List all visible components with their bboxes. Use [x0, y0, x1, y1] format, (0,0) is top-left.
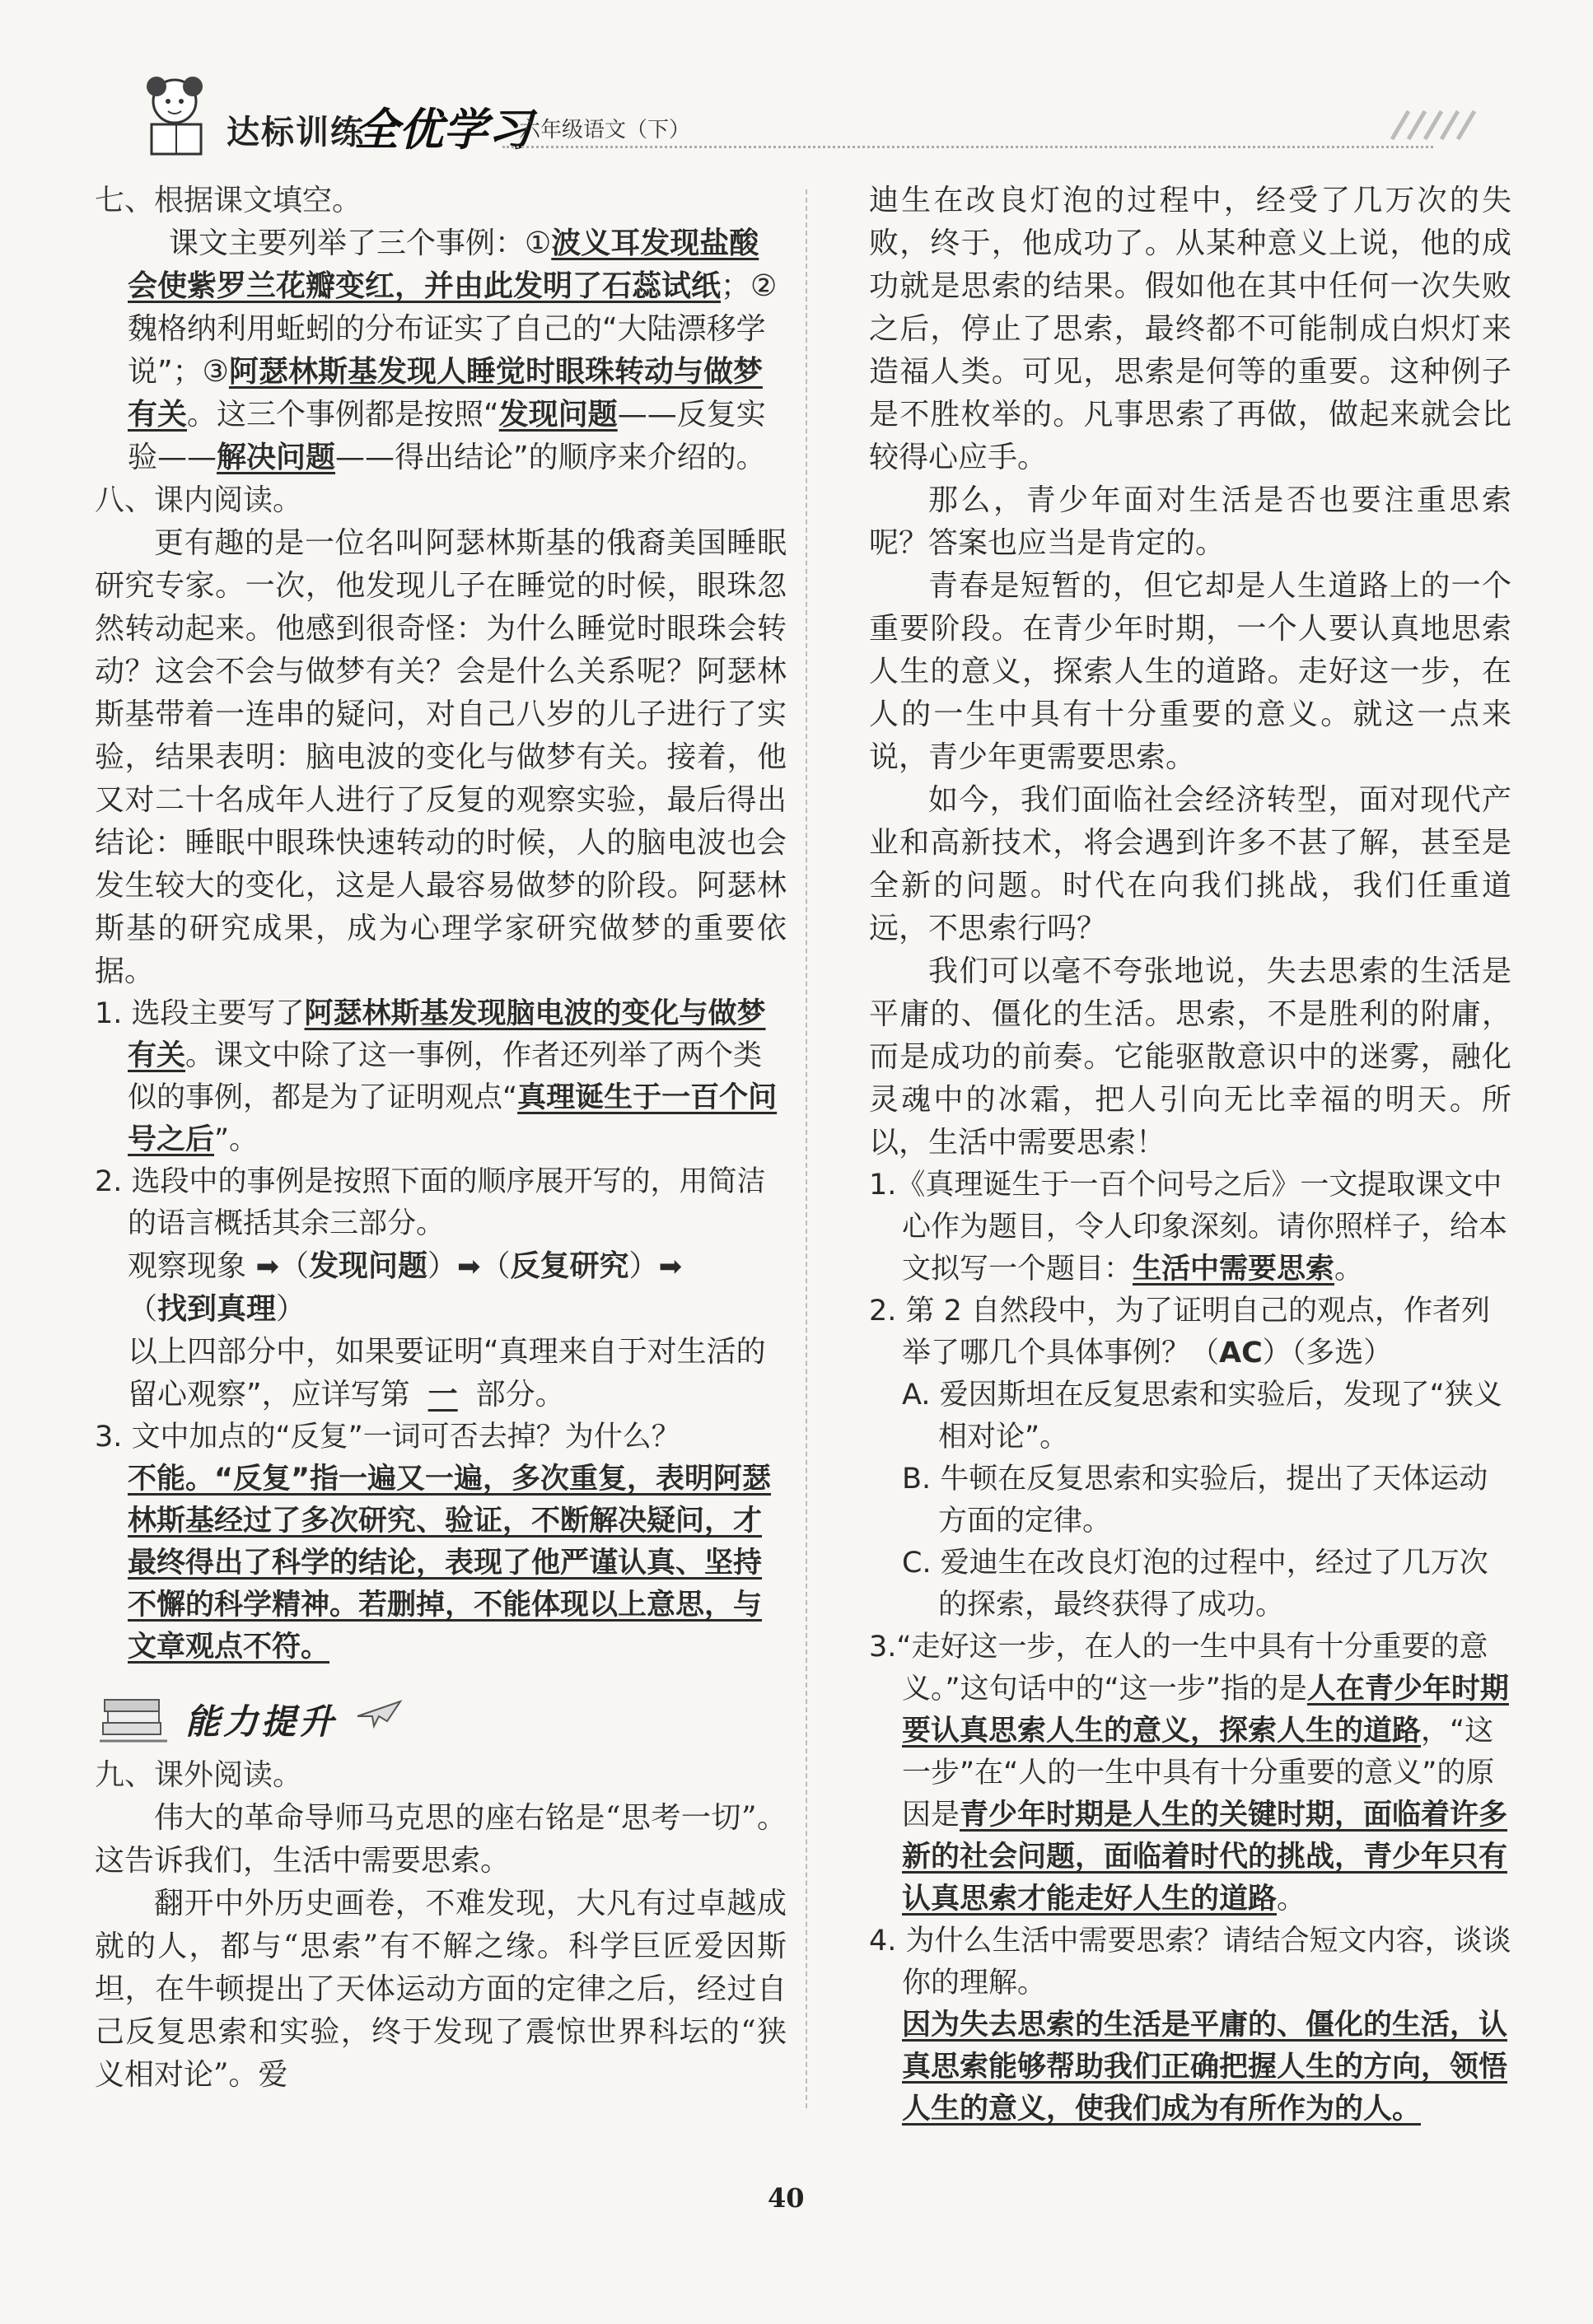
s8-q1-text-b: 。课文中除了这一事例，作者还列举了两个类似的事例，都是为了证明观点“ [128, 1039, 763, 1114]
s8-q2-tail-a: 以上四部分中，如果要证明“真理来自于对生活的留心观察”，应详写第 [128, 1335, 766, 1412]
s8-q1-answer-b: 真理诞生于一百个问号之后 [128, 1081, 778, 1156]
arrow-right-icon: ➡ [457, 1250, 481, 1283]
arrow-right-icon: ➡ [658, 1250, 683, 1283]
header-rule [502, 146, 1433, 148]
brand-text: 达标训练 [227, 114, 365, 152]
column-divider [806, 189, 807, 2108]
flow-step-2: 发现问题 [308, 1249, 427, 1283]
books-icon [96, 1688, 171, 1746]
s8-question-1 [95, 993, 787, 1161]
flow-step-4: 找到真理 [157, 1292, 277, 1326]
s7-text-b: ；②魏格纳利用蚯蚓的分布证实了自己的“大陆漂移学说”；③ [128, 269, 778, 389]
grade-label: 六年级语文（下） [519, 118, 691, 142]
reading-girl-icon [140, 70, 222, 161]
section9-title: 九、课外阅读。 [95, 1758, 303, 1792]
s7-answer-step1: 发现问题 [498, 398, 618, 432]
r-q3-answer-b: 青少年时期是人生的关键时期，面临着许多新的社会问题，面临着时代的挑战，青少年只有认真思索才能走好人生的道路 [902, 1799, 1508, 1916]
r-q3-end: 。 [1277, 1883, 1306, 1916]
s7-text-d: ——反复实验—— [128, 398, 766, 474]
s7-answer-step3: 解决问题 [217, 441, 336, 474]
section7-fill [128, 222, 787, 479]
airplane-icon [354, 1692, 404, 1733]
left-column [95, 180, 787, 2097]
r-question-3 [869, 1626, 1511, 1920]
s8-q2-flow: 观察现象 ➡（发现问题）➡（反复研究）➡ （找到真理） [128, 1249, 683, 1326]
s7-text-c: 。这三个事例都是按照“ [187, 398, 499, 432]
stripes-decoration [1384, 108, 1491, 141]
r-paragraph-2: 那么，青少年面对生活是否也要注重思索呢？答案也应当是肯定的。 [869, 483, 1511, 560]
s7-text-e: ——得出结论”的顺序来介绍的。 [335, 441, 766, 474]
r-q3-answer-a: 人在青少年时期要认真思索人生的意义，探索人生的道路 [902, 1673, 1509, 1748]
r-question-2 [869, 1290, 1511, 1374]
r-q3-text-b: ，“这一步”在“人的一生中具有十分重要的意义”的原因是 [902, 1715, 1495, 1832]
arrow-right-icon: ➡ [255, 1250, 279, 1283]
ability-banner [95, 1683, 787, 1749]
logo-text: 全优学习 [354, 103, 532, 156]
r-paragraph-3: 青春是短暂的，但它却是人生道路上的一个重要阶段。在青少年时期，一个人要认真地思索人生的意义，探索人生的道路。走好这一步，在人的一生中具有十分重要的意义。就这一点来说，青少年更需要思索。 [869, 569, 1511, 774]
s8-q2-answer: 一 [427, 1378, 458, 1412]
page-number: 40 [768, 2182, 805, 2214]
r-question-4: 4. 为什么生活中需要思索？请结合短文内容，谈谈你的理解。 [869, 1925, 1511, 2000]
s7-text-a: 课文主要列举了三个事例：① [169, 226, 552, 260]
s9-paragraph-2: 翻开中外历史画卷，不难发现，大凡有过卓越成就的人，都与“思索”有不解之缘。科学巨匠爱因斯坦，在牛顿提出了天体运动方面的定律之后，经过自己反复思索和实验，终于发现了震惊世界科坛的“狭义相对论”。爱 [95, 1887, 787, 2092]
s7-answer-3: 阿瑟林斯基发现人睡觉时眼珠转动与做梦有关 [128, 355, 763, 432]
r-q2-option-a: A. 爱因斯坦在反复思索和实验后，发现了“狭义相对论”。 [902, 1379, 1502, 1454]
r-q2-text: 2. 第 2 自然段中，为了证明自己的观点，作者列举了哪几个具体事例？（ [869, 1295, 1491, 1370]
r-q2-answer: AC [1219, 1337, 1263, 1370]
s8-q2-tail [128, 1331, 787, 1416]
s7-answer-1: 波义耳发现盐酸会使紫罗兰花瓣变红，并由此发明了石蕊试纸 [128, 226, 759, 303]
s8-q1-text-a: 1. 选段主要写了 [95, 997, 305, 1030]
r-paragraph-4: 如今，我们面临社会经济转型，面对现代产业和高新技术，将会遇到许多不甚了解，甚至是全新的问题。时代在向我们挑战，我们任重道远，不思索行吗？ [869, 783, 1511, 945]
s8-q1-text-c: ”。 [214, 1123, 259, 1156]
s8-question-3: 3. 文中加点的“反复”一词可否去掉？为什么？ [95, 1421, 680, 1454]
right-column [869, 180, 1511, 2130]
r-q1-text: 1.《真理诞生于一百个问号之后》一文提取课文中心作为题目，令人印象深刻。请你照样子，给本文拟写一个题目： [869, 1169, 1508, 1286]
page-header [140, 70, 1458, 161]
r-paragraph-5: 我们可以毫不夸张地说，失去思索的生活是平庸的、僵化的生活。思索，不是胜利的附庸，而是成功的前奏。它能驱散意识中的迷雾，融化灵魂中的冰霜，把人引向无比幸福的明天。所以，生活中需要思索！ [869, 954, 1511, 1160]
r-q1-answer: 生活中需要思索 [1133, 1253, 1335, 1286]
s9-paragraph-1: 伟大的革命导师马克思的座右铭是“思考一切”。这告诉我们，生活中需要思索。 [95, 1801, 787, 1878]
section8-passage: 更有趣的是一位名叫阿瑟林斯基的俄裔美国睡眠研究专家。一次，他发现儿子在睡觉的时候，眼珠忽然转动起来。他感到很奇怪：为什么睡觉时眼珠会转动？这会不会与做梦有关？会是什么关系呢？阿瑟林斯基带着一连串的疑问，对自己八岁的儿子进行了实验，结果表明：脑电波的变化与做梦有关。接着，他又对二十名成年人进行了反复的观察实验，最后得出结论：睡眠中眼珠快速转动的时候，人的脑电波也会发生较大的变化，这是人最容易做梦的阶段。阿瑟林斯基的研究成果，成为心理学家研究做梦的重要依据。 [95, 526, 787, 988]
s8-q1-answer-a: 阿瑟林斯基发现脑电波的变化与做梦有关 [128, 997, 766, 1072]
flow-step-1: 观察现象 [128, 1249, 247, 1283]
s8-q3-answer: 不能。“反复”指一遍又一遍，多次重复，表明阿瑟林斯基经过了多次研究、验证，不断解决疑问，才最终得出了科学的结论，表现了他严谨认真、坚持不懈的科学精神。若删掉，不能体现以上意思，与文章观点不符。 [128, 1463, 772, 1664]
section7-title: 七、根据课文填空。 [95, 184, 362, 217]
s8-q2-tail-c: 部分。 [475, 1378, 565, 1412]
r-q2-end: ）（多选） [1262, 1337, 1393, 1370]
r-q2-option-b: B. 牛顿在反复思索和实验后，提出了天体运动方面的定律。 [902, 1463, 1488, 1538]
section8-title: 八、课内阅读。 [95, 483, 303, 517]
flow-step-3: 反复研究 [510, 1249, 629, 1283]
r-question-1 [869, 1164, 1511, 1290]
s8-question-2: 2. 选段中的事例是按照下面的顺序展开写的，用简洁的语言概括其余三部分。 [95, 1165, 766, 1240]
r-paragraph-1: 迪生在改良灯泡的过程中，经受了几万次的失败，终于，他成功了。从某种意义上说，他的成功就是思索的结果。假如他在其中任何一次失败之后，停止了思索，最终都不可能制成白炽灯来造福人类。可见，思索是何等的重要。这种例子是不胜枚举的。凡事思索了再做，做起来就会比较得心应手。 [869, 184, 1511, 474]
r-q3-text-a: 3.“走好这一步，在人的一生中具有十分重要的意义。”这句话中的“这一步”指的是 [869, 1631, 1488, 1706]
ability-title: 能力提升 [185, 1701, 338, 1742]
r-q4-answer: 因为失去思索的生活是平庸的、僵化的生活，认真思索能够帮助我们正确把握人生的方向，领悟人生的意义，使我们成为有所作为的人。 [902, 2009, 1508, 2126]
r-q1-end: 。 [1334, 1253, 1364, 1286]
r-q2-option-c: C. 爱迪生在改良灯泡的过程中，经过了几万次的探索，最终获得了成功。 [902, 1547, 1488, 1622]
